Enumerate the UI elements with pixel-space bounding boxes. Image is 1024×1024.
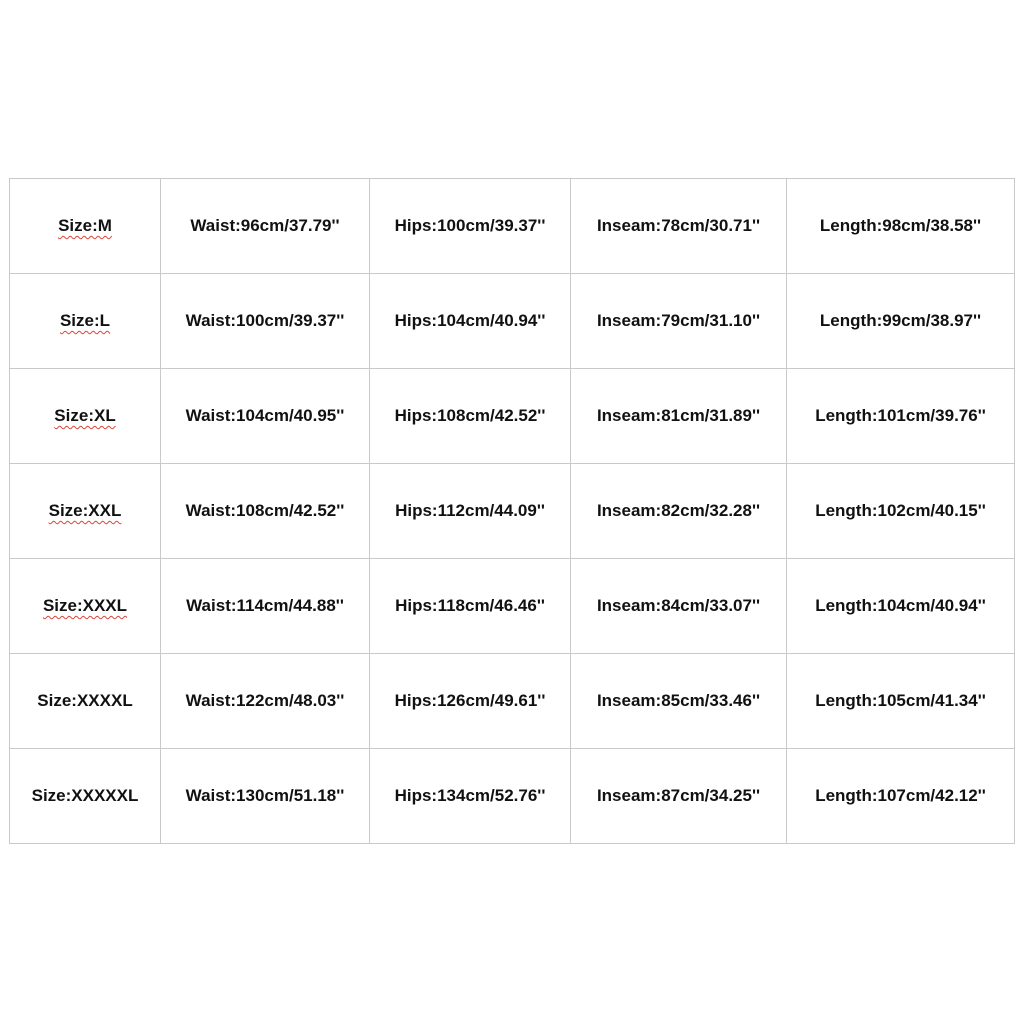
size-cell (10, 179, 161, 274)
inseam-cell: Inseam:81cm/31.89'' (571, 369, 787, 464)
size-cell (10, 464, 161, 559)
hips-cell: Hips:134cm/52.76'' (370, 749, 571, 844)
inseam-cell: Inseam:87cm/34.25'' (571, 749, 787, 844)
hips-cell: Hips:108cm/42.52'' (370, 369, 571, 464)
size-label: Size:M (58, 216, 112, 235)
size-label: Size:L (59, 311, 111, 330)
inseam-cell: Inseam:78cm/30.71'' (571, 179, 787, 274)
length-cell: Length:101cm/39.76'' (787, 369, 1015, 464)
waist-cell: Waist:96cm/37.79'' (161, 179, 370, 274)
size-cell (10, 749, 161, 844)
inseam-cell: Inseam:85cm/33.46'' (571, 654, 787, 749)
table-row (10, 559, 1015, 654)
size-cell (10, 369, 161, 464)
length-cell: Length:104cm/40.94'' (787, 559, 1015, 654)
table-row (10, 274, 1015, 369)
inseam-cell: Inseam:82cm/32.28'' (571, 464, 787, 559)
length-cell: Length:98cm/38.58'' (787, 179, 1015, 274)
waist-cell: Waist:130cm/51.18'' (161, 749, 370, 844)
length-cell: Length:107cm/42.12'' (787, 749, 1015, 844)
hips-cell: Hips:100cm/39.37'' (370, 179, 571, 274)
hips-cell: Hips:104cm/40.94'' (370, 274, 571, 369)
size-label: Size:XXXXL (37, 691, 133, 710)
size-cell (10, 274, 161, 369)
table-row (10, 464, 1015, 559)
table-row (10, 749, 1015, 844)
size-label: Size:XL (54, 406, 116, 425)
waist-cell: Waist:108cm/42.52'' (161, 464, 370, 559)
waist-cell: Waist:104cm/40.95'' (161, 369, 370, 464)
size-chart-table (9, 178, 1015, 844)
inseam-cell: Inseam:79cm/31.10'' (571, 274, 787, 369)
size-cell (10, 654, 161, 749)
waist-cell: Waist:100cm/39.37'' (161, 274, 370, 369)
inseam-cell: Inseam:84cm/33.07'' (571, 559, 787, 654)
size-label: Size:XXXL (42, 596, 128, 615)
hips-cell: Hips:126cm/49.61'' (370, 654, 571, 749)
waist-cell: Waist:114cm/44.88'' (161, 559, 370, 654)
length-cell: Length:102cm/40.15'' (787, 464, 1015, 559)
size-label: Size:XXXXXL (31, 786, 139, 805)
hips-cell: Hips:112cm/44.09'' (370, 464, 571, 559)
table-row (10, 369, 1015, 464)
length-cell: Length:105cm/41.34'' (787, 654, 1015, 749)
size-cell (10, 559, 161, 654)
length-cell: Length:99cm/38.97'' (787, 274, 1015, 369)
table-row (10, 179, 1015, 274)
table-row (10, 654, 1015, 749)
waist-cell: Waist:122cm/48.03'' (161, 654, 370, 749)
hips-cell: Hips:118cm/46.46'' (370, 559, 571, 654)
size-label: Size:XXL (48, 501, 122, 520)
